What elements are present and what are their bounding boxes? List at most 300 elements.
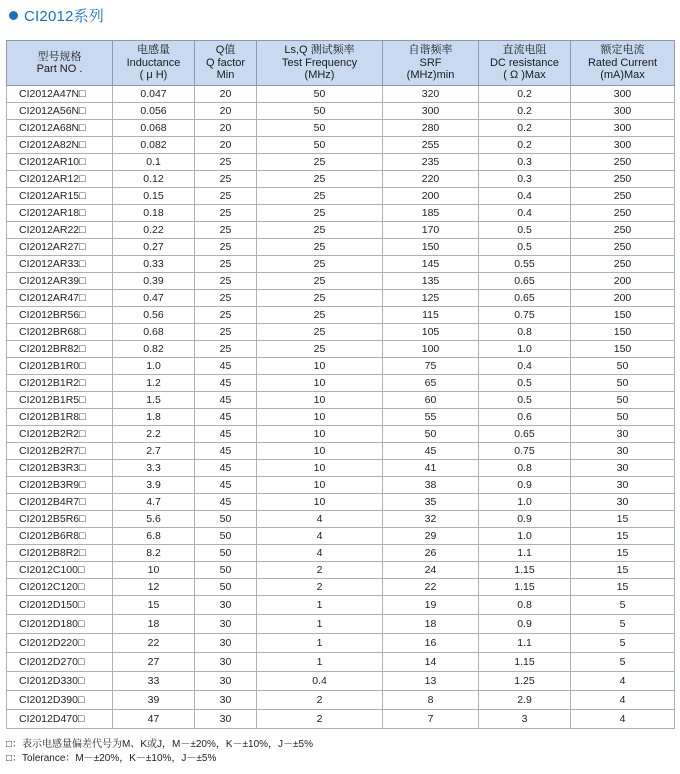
table-row	[7, 494, 675, 511]
cell-part-no: CI2012BR56□	[7, 307, 113, 324]
cell-q-factor: 20	[195, 86, 257, 103]
cell-test-frequency: 25	[257, 222, 383, 239]
cell-test-frequency: 50	[257, 137, 383, 154]
table-row	[7, 511, 675, 528]
cell-rated-current: 30	[571, 426, 675, 443]
cell-dc-resistance: 0.9	[479, 511, 571, 528]
column-header-line: ( Ω )Max	[503, 69, 546, 82]
cell-q-factor: 45	[195, 358, 257, 375]
cell-rated-current: 150	[571, 307, 675, 324]
cell-srf: 13	[383, 672, 479, 691]
cell-rated-current: 250	[571, 239, 675, 256]
cell-srf: 115	[383, 307, 479, 324]
table-row	[7, 324, 675, 341]
cell-inductance: 8.2	[113, 545, 195, 562]
cell-inductance: 0.27	[113, 239, 195, 256]
cell-test-frequency: 10	[257, 426, 383, 443]
column-header-line: Test Frequency	[281, 56, 358, 69]
cell-part-no: CI2012B1R8□	[7, 409, 113, 426]
cell-q-factor: 25	[195, 256, 257, 273]
cell-part-no: CI2012D150□	[7, 596, 113, 615]
column-header-rated-current	[571, 41, 675, 86]
cell-part-no: CI2012B3R3□	[7, 460, 113, 477]
cell-inductance: 3.3	[113, 460, 195, 477]
table-row	[7, 171, 675, 188]
cell-dc-resistance: 0.8	[479, 324, 571, 341]
cell-test-frequency: 10	[257, 443, 383, 460]
table-row	[7, 653, 675, 672]
column-header-line: 电感量	[137, 44, 170, 57]
cell-q-factor: 30	[195, 634, 257, 653]
table-row	[7, 443, 675, 460]
column-header-line: (MHz)min	[406, 69, 455, 82]
cell-part-no: CI2012A68N□	[7, 120, 113, 137]
cell-q-factor: 30	[195, 596, 257, 615]
cell-part-no: CI2012BR68□	[7, 324, 113, 341]
cell-test-frequency: 25	[257, 171, 383, 188]
cell-test-frequency: 10	[257, 392, 383, 409]
cell-test-frequency: 10	[257, 460, 383, 477]
column-header-line: 型号规格	[37, 50, 82, 63]
cell-srf: 41	[383, 460, 479, 477]
cell-q-factor: 50	[195, 528, 257, 545]
cell-srf: 75	[383, 358, 479, 375]
cell-test-frequency: 4	[257, 528, 383, 545]
cell-rated-current: 250	[571, 256, 675, 273]
cell-dc-resistance: 0.5	[479, 222, 571, 239]
cell-test-frequency: 2	[257, 579, 383, 596]
cell-test-frequency: 50	[257, 86, 383, 103]
cell-test-frequency: 25	[257, 205, 383, 222]
cell-inductance: 47	[113, 710, 195, 729]
table-row	[7, 103, 675, 120]
cell-dc-resistance: 0.4	[479, 188, 571, 205]
cell-dc-resistance: 1.1	[479, 545, 571, 562]
cell-part-no: CI2012B4R7□	[7, 494, 113, 511]
column-header-test-frequency	[257, 41, 383, 86]
cell-q-factor: 45	[195, 443, 257, 460]
spec-table	[6, 40, 675, 729]
cell-inductance: 12	[113, 579, 195, 596]
cell-part-no: CI2012D180□	[7, 615, 113, 634]
cell-rated-current: 300	[571, 86, 675, 103]
cell-srf: 150	[383, 239, 479, 256]
cell-rated-current: 4	[571, 710, 675, 729]
cell-srf: 170	[383, 222, 479, 239]
cell-rated-current: 30	[571, 460, 675, 477]
table-row	[7, 205, 675, 222]
cell-srf: 14	[383, 653, 479, 672]
cell-rated-current: 30	[571, 494, 675, 511]
table-row	[7, 86, 675, 103]
cell-q-factor: 20	[195, 120, 257, 137]
cell-test-frequency: 25	[257, 239, 383, 256]
cell-q-factor: 25	[195, 171, 257, 188]
cell-part-no: CI2012B2R7□	[7, 443, 113, 460]
cell-test-frequency: 25	[257, 188, 383, 205]
cell-srf: 18	[383, 615, 479, 634]
table-row	[7, 545, 675, 562]
cell-q-factor: 25	[195, 341, 257, 358]
cell-part-no: CI2012AR47□	[7, 290, 113, 307]
table-row	[7, 290, 675, 307]
cell-part-no: CI2012AR18□	[7, 205, 113, 222]
cell-inductance: 0.33	[113, 256, 195, 273]
cell-part-no: CI2012D470□	[7, 710, 113, 729]
cell-inductance: 0.22	[113, 222, 195, 239]
cell-q-factor: 25	[195, 307, 257, 324]
column-header-line: ( μ H)	[139, 69, 168, 82]
cell-rated-current: 5	[571, 615, 675, 634]
cell-inductance: 0.47	[113, 290, 195, 307]
table-row	[7, 239, 675, 256]
cell-q-factor: 20	[195, 103, 257, 120]
cell-dc-resistance: 1.15	[479, 653, 571, 672]
cell-rated-current: 5	[571, 596, 675, 615]
cell-inductance: 15	[113, 596, 195, 615]
table-row	[7, 137, 675, 154]
section-title-row	[6, 4, 104, 26]
cell-rated-current: 50	[571, 358, 675, 375]
table-row	[7, 222, 675, 239]
cell-dc-resistance: 1.0	[479, 494, 571, 511]
table-row	[7, 596, 675, 615]
column-header-line: 自谐频率	[408, 44, 453, 57]
cell-q-factor: 30	[195, 672, 257, 691]
cell-test-frequency: 2	[257, 562, 383, 579]
cell-test-frequency: 50	[257, 103, 383, 120]
cell-part-no: CI2012C100□	[7, 562, 113, 579]
cell-srf: 22	[383, 579, 479, 596]
cell-test-frequency: 25	[257, 273, 383, 290]
footnotes	[6, 738, 313, 766]
cell-part-no: CI2012A82N□	[7, 137, 113, 154]
cell-srf: 100	[383, 341, 479, 358]
cell-q-factor: 25	[195, 324, 257, 341]
cell-rated-current: 15	[571, 511, 675, 528]
cell-q-factor: 25	[195, 239, 257, 256]
cell-srf: 255	[383, 137, 479, 154]
column-header-line: Ls,Q 测试频率	[284, 44, 355, 57]
column-header-line: Q值	[215, 44, 236, 57]
table-row	[7, 528, 675, 545]
cell-test-frequency: 4	[257, 511, 383, 528]
cell-inductance: 2.7	[113, 443, 195, 460]
cell-test-frequency: 0.4	[257, 672, 383, 691]
cell-dc-resistance: 0.2	[479, 120, 571, 137]
cell-test-frequency: 1	[257, 615, 383, 634]
table-row	[7, 154, 675, 171]
cell-inductance: 0.082	[113, 137, 195, 154]
cell-srf: 32	[383, 511, 479, 528]
table-row	[7, 426, 675, 443]
cell-test-frequency: 1	[257, 653, 383, 672]
cell-q-factor: 25	[195, 273, 257, 290]
cell-inductance: 1.0	[113, 358, 195, 375]
cell-srf: 8	[383, 691, 479, 710]
cell-dc-resistance: 0.8	[479, 460, 571, 477]
cell-dc-resistance: 0.6	[479, 409, 571, 426]
cell-srf: 280	[383, 120, 479, 137]
cell-part-no: CI2012AR22□	[7, 222, 113, 239]
cell-srf: 235	[383, 154, 479, 171]
table-row	[7, 256, 675, 273]
cell-dc-resistance: 0.5	[479, 375, 571, 392]
column-header-line: 额定电流	[600, 44, 645, 57]
cell-inductance: 0.12	[113, 171, 195, 188]
table-row	[7, 562, 675, 579]
cell-srf: 125	[383, 290, 479, 307]
column-header-line: Q factor	[205, 56, 246, 69]
cell-srf: 19	[383, 596, 479, 615]
cell-inductance: 0.15	[113, 188, 195, 205]
cell-rated-current: 150	[571, 341, 675, 358]
cell-part-no: CI2012D270□	[7, 653, 113, 672]
cell-test-frequency: 2	[257, 691, 383, 710]
cell-inductance: 22	[113, 634, 195, 653]
cell-inductance: 1.2	[113, 375, 195, 392]
cell-test-frequency: 50	[257, 120, 383, 137]
cell-test-frequency: 10	[257, 358, 383, 375]
cell-part-no: CI2012A47N□	[7, 86, 113, 103]
cell-inductance: 5.6	[113, 511, 195, 528]
cell-srf: 300	[383, 103, 479, 120]
cell-srf: 320	[383, 86, 479, 103]
cell-test-frequency: 25	[257, 256, 383, 273]
cell-srf: 24	[383, 562, 479, 579]
cell-inductance: 0.82	[113, 341, 195, 358]
cell-test-frequency: 10	[257, 375, 383, 392]
cell-test-frequency: 25	[257, 307, 383, 324]
cell-inductance: 0.56	[113, 307, 195, 324]
cell-inductance: 18	[113, 615, 195, 634]
cell-dc-resistance: 0.9	[479, 477, 571, 494]
cell-srf: 38	[383, 477, 479, 494]
cell-rated-current: 250	[571, 154, 675, 171]
cell-dc-resistance: 0.75	[479, 307, 571, 324]
cell-dc-resistance: 0.4	[479, 358, 571, 375]
cell-rated-current: 30	[571, 443, 675, 460]
bullet-dot-icon	[9, 11, 18, 20]
cell-inductance: 6.8	[113, 528, 195, 545]
cell-inductance: 0.39	[113, 273, 195, 290]
cell-q-factor: 50	[195, 511, 257, 528]
cell-srf: 220	[383, 171, 479, 188]
cell-inductance: 27	[113, 653, 195, 672]
cell-part-no: CI2012D390□	[7, 691, 113, 710]
cell-srf: 35	[383, 494, 479, 511]
cell-inductance: 1.5	[113, 392, 195, 409]
cell-rated-current: 250	[571, 188, 675, 205]
cell-dc-resistance: 0.2	[479, 103, 571, 120]
cell-q-factor: 30	[195, 653, 257, 672]
cell-q-factor: 25	[195, 188, 257, 205]
cell-q-factor: 20	[195, 137, 257, 154]
cell-part-no: CI2012B1R2□	[7, 375, 113, 392]
cell-rated-current: 4	[571, 672, 675, 691]
cell-inductance: 0.18	[113, 205, 195, 222]
cell-part-no: CI2012C120□	[7, 579, 113, 596]
table-row	[7, 273, 675, 290]
cell-rated-current: 250	[571, 171, 675, 188]
cell-dc-resistance: 0.4	[479, 205, 571, 222]
cell-dc-resistance: 0.3	[479, 154, 571, 171]
cell-inductance: 0.068	[113, 120, 195, 137]
column-header-line: Part NO .	[36, 63, 83, 75]
column-header-line: 直流电阻	[502, 44, 547, 57]
cell-dc-resistance: 0.9	[479, 615, 571, 634]
cell-rated-current: 150	[571, 324, 675, 341]
cell-q-factor: 30	[195, 615, 257, 634]
cell-test-frequency: 25	[257, 290, 383, 307]
cell-dc-resistance: 0.5	[479, 392, 571, 409]
cell-q-factor: 45	[195, 477, 257, 494]
cell-srf: 55	[383, 409, 479, 426]
cell-rated-current: 200	[571, 290, 675, 307]
cell-dc-resistance: 0.3	[479, 171, 571, 188]
table-row	[7, 341, 675, 358]
cell-test-frequency: 2	[257, 710, 383, 729]
table-row	[7, 375, 675, 392]
cell-dc-resistance: 2.9	[479, 691, 571, 710]
cell-part-no: CI2012D220□	[7, 634, 113, 653]
table-row	[7, 120, 675, 137]
column-header-part-no	[7, 41, 113, 86]
cell-rated-current: 30	[571, 477, 675, 494]
cell-srf: 105	[383, 324, 479, 341]
cell-inductance: 2.2	[113, 426, 195, 443]
table-row	[7, 392, 675, 409]
cell-rated-current: 5	[571, 653, 675, 672]
cell-q-factor: 25	[195, 205, 257, 222]
table-row	[7, 579, 675, 596]
cell-dc-resistance: 1.0	[479, 528, 571, 545]
cell-rated-current: 15	[571, 528, 675, 545]
cell-part-no: CI2012AR15□	[7, 188, 113, 205]
cell-srf: 45	[383, 443, 479, 460]
cell-dc-resistance: 1.1	[479, 634, 571, 653]
column-header-dc-resistance	[479, 41, 571, 86]
cell-inductance: 33	[113, 672, 195, 691]
column-header-line: Rated Current	[587, 56, 658, 69]
cell-rated-current: 4	[571, 691, 675, 710]
cell-rated-current: 5	[571, 634, 675, 653]
cell-part-no: CI2012A56N□	[7, 103, 113, 120]
cell-q-factor: 25	[195, 290, 257, 307]
cell-dc-resistance: 0.65	[479, 273, 571, 290]
cell-rated-current: 15	[571, 579, 675, 596]
table-body	[7, 86, 675, 729]
cell-part-no: CI2012AR10□	[7, 154, 113, 171]
cell-part-no: CI2012AR33□	[7, 256, 113, 273]
cell-q-factor: 25	[195, 154, 257, 171]
cell-test-frequency: 10	[257, 494, 383, 511]
cell-inductance: 0.1	[113, 154, 195, 171]
table-row	[7, 477, 675, 494]
cell-q-factor: 50	[195, 579, 257, 596]
table-row	[7, 691, 675, 710]
cell-dc-resistance: 0.2	[479, 86, 571, 103]
cell-dc-resistance: 0.8	[479, 596, 571, 615]
cell-part-no: CI2012AR27□	[7, 239, 113, 256]
cell-q-factor: 45	[195, 409, 257, 426]
column-header-line: (mA)Max	[600, 69, 645, 82]
cell-dc-resistance: 0.55	[479, 256, 571, 273]
cell-test-frequency: 1	[257, 634, 383, 653]
cell-srf: 7	[383, 710, 479, 729]
cell-q-factor: 30	[195, 710, 257, 729]
table-row	[7, 634, 675, 653]
cell-srf: 185	[383, 205, 479, 222]
cell-test-frequency: 25	[257, 324, 383, 341]
cell-q-factor: 45	[195, 375, 257, 392]
cell-rated-current: 50	[571, 375, 675, 392]
cell-srf: 50	[383, 426, 479, 443]
footnote-chinese: □：表示电感量偏差代号为M、K或J，M－±20%，K－±10%，J－±5%	[6, 739, 313, 750]
cell-rated-current: 15	[571, 545, 675, 562]
cell-rated-current: 50	[571, 409, 675, 426]
table-row	[7, 710, 675, 729]
cell-rated-current: 250	[571, 222, 675, 239]
table-row	[7, 358, 675, 375]
cell-q-factor: 25	[195, 222, 257, 239]
cell-q-factor: 30	[195, 691, 257, 710]
column-header-line: SRF	[419, 56, 442, 69]
cell-q-factor: 50	[195, 545, 257, 562]
table-row	[7, 615, 675, 634]
cell-part-no: CI2012B2R2□	[7, 426, 113, 443]
column-header-line: Min	[216, 69, 235, 82]
cell-inductance: 0.056	[113, 103, 195, 120]
cell-inductance: 0.68	[113, 324, 195, 341]
cell-part-no: CI2012AR12□	[7, 171, 113, 188]
cell-srf: 145	[383, 256, 479, 273]
cell-dc-resistance: 0.2	[479, 137, 571, 154]
column-header-line: Inductance	[126, 56, 181, 69]
cell-test-frequency: 10	[257, 477, 383, 494]
cell-part-no: CI2012D330□	[7, 672, 113, 691]
cell-dc-resistance: 1.0	[479, 341, 571, 358]
cell-q-factor: 50	[195, 562, 257, 579]
cell-dc-resistance: 0.65	[479, 426, 571, 443]
cell-rated-current: 300	[571, 103, 675, 120]
cell-rated-current: 300	[571, 120, 675, 137]
cell-dc-resistance: 3	[479, 710, 571, 729]
cell-inductance: 0.047	[113, 86, 195, 103]
column-header-srf	[383, 41, 479, 86]
cell-rated-current: 250	[571, 205, 675, 222]
cell-inductance: 3.9	[113, 477, 195, 494]
cell-srf: 60	[383, 392, 479, 409]
cell-dc-resistance: 1.15	[479, 579, 571, 596]
column-header-line: DC resistance	[489, 56, 560, 69]
cell-test-frequency: 10	[257, 409, 383, 426]
cell-part-no: CI2012BR82□	[7, 341, 113, 358]
cell-inductance: 39	[113, 691, 195, 710]
cell-inductance: 1.8	[113, 409, 195, 426]
cell-rated-current: 200	[571, 273, 675, 290]
cell-srf: 135	[383, 273, 479, 290]
cell-rated-current: 300	[571, 137, 675, 154]
table-row	[7, 672, 675, 691]
cell-part-no: CI2012AR39□	[7, 273, 113, 290]
cell-q-factor: 45	[195, 392, 257, 409]
table-row	[7, 409, 675, 426]
cell-srf: 200	[383, 188, 479, 205]
cell-q-factor: 45	[195, 460, 257, 477]
table-row	[7, 188, 675, 205]
cell-dc-resistance: 0.65	[479, 290, 571, 307]
